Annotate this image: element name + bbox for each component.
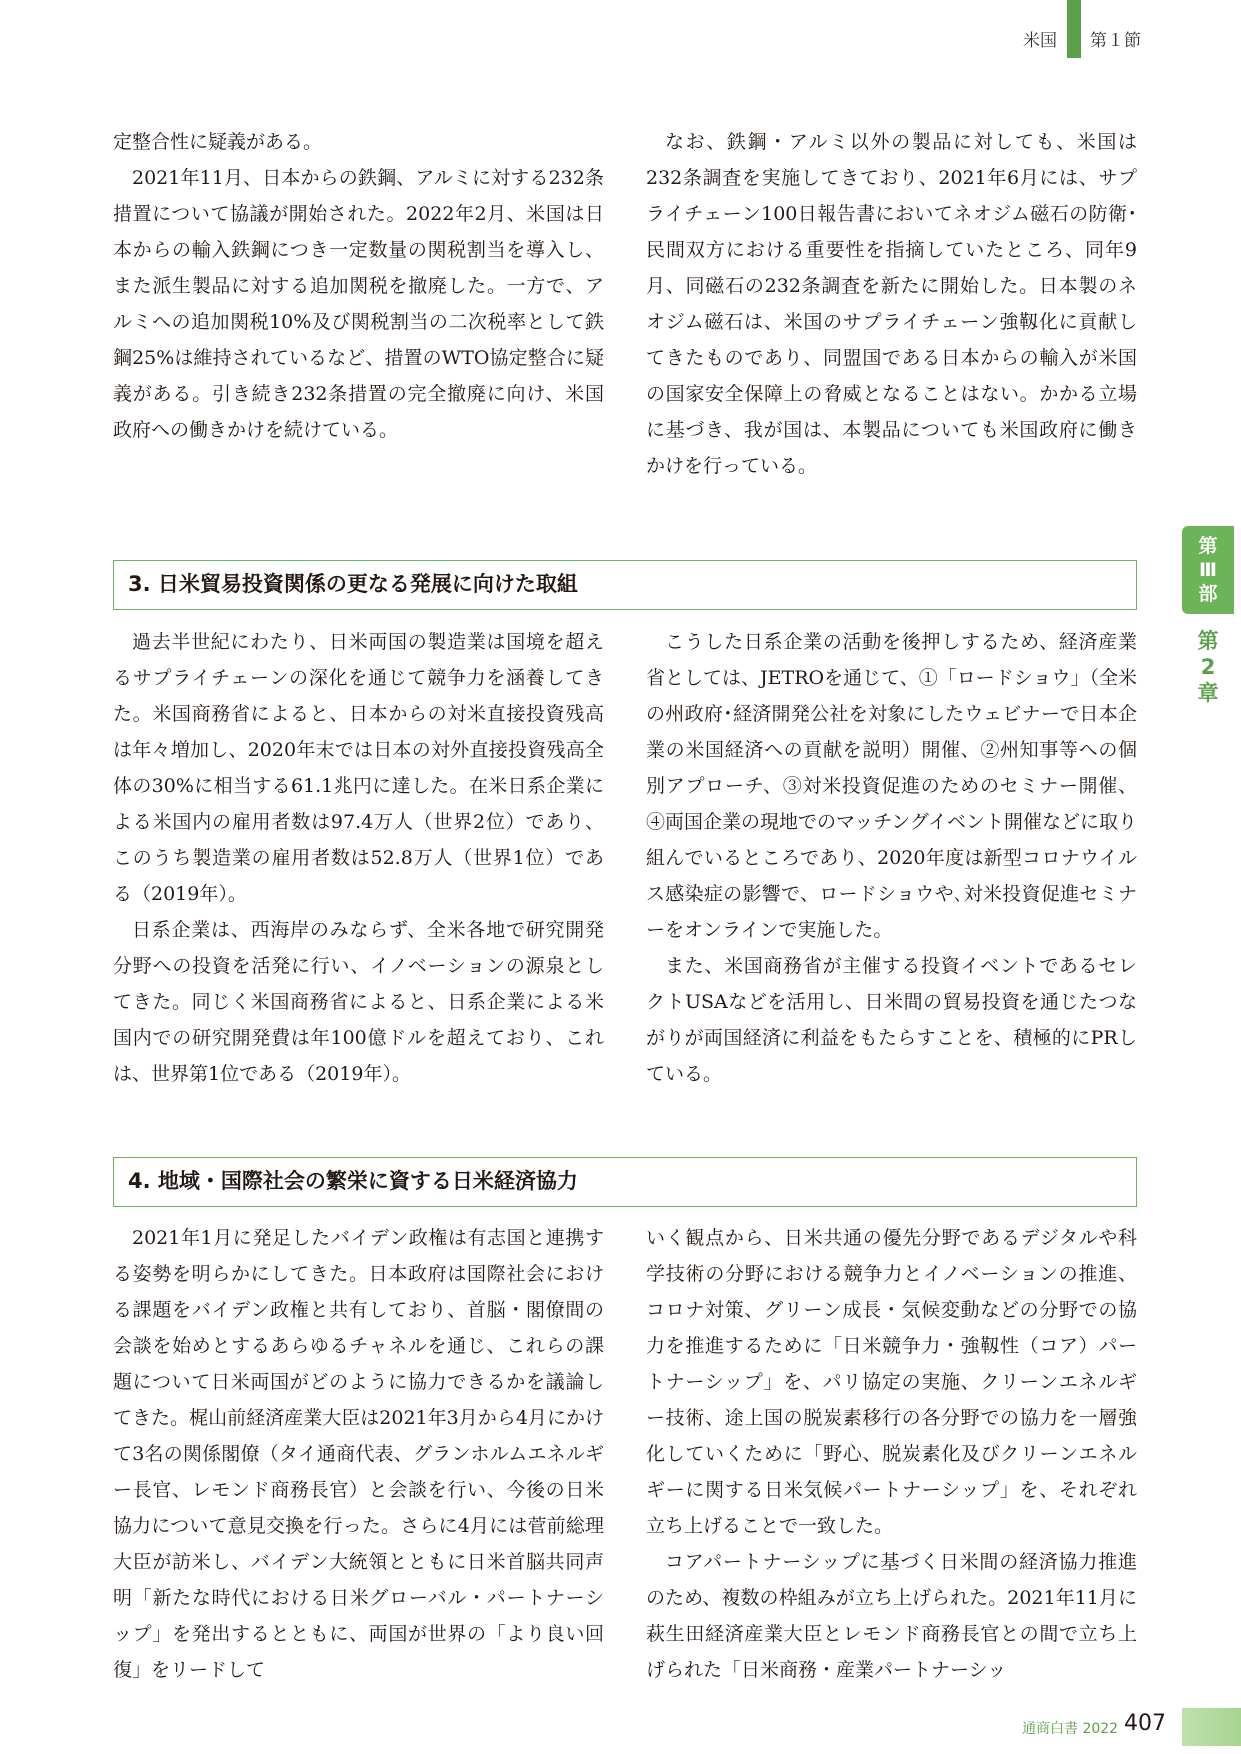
chapter-label-char: 章 <box>1197 681 1219 705</box>
section4-left-column <box>113 1220 604 1688</box>
part-tab-char: 第 <box>1198 535 1218 557</box>
chapter-label <box>1182 628 1234 706</box>
paragraph: 定整合性に疑義がある。 <box>113 131 323 153</box>
paragraph: なお、鉄鋼・アルミ以外の製品に対しても、米国は232条調査を実施してきており、2021年6月には、サプライチェーン100日報告書においてネオジム磁石の防衛･民間双方における重要性を指摘していたところ、同年9月、同磁石の232条調査を新たに開始した。日本製のネオジム磁石は、米国のサプライチェーン強靱化に貢献してきたものであり、同盟国である日本からの輸入が米国の国家安全保障上の脅威となることはない。かかる立場に基づき、我が国は、本製品についても米国政府に働きかけを行っている。 <box>646 131 1137 477</box>
block1-right-column <box>646 124 1137 484</box>
section4-heading: 4. 地域・国際社会の繁栄に資する日米経済協力 <box>113 1157 1137 1207</box>
footer-accent-bar <box>1182 1708 1241 1746</box>
block1-left-column <box>113 124 604 448</box>
footer-publication-title: 通商白書 2022 <box>1022 1721 1119 1737</box>
paragraph: 2021年11月、日本からの鉄鋼、アルミに対する232条措置について協議が開始された。2022年2月、米国は日本からの輸入鉄鋼につき一定数量の関税割当を導入し、また派生製品に対する追加関税を撤廃した。一方で、アルミへの追加関税10%及び関税割当の二次税率として鉄鋼25%は維持されているなど、措置のWTO協定整合に疑義がある。引き続き232条措置の完全撤廃に向け、米国政府への働きかけを続けている。 <box>113 167 604 441</box>
paragraph: 日系企業は、西海岸のみならず、全米各地で研究開発分野への投資を活発に行い、イノベーションの源泉としてきた。同じく米国商務省によると、日系企業による米国内での研究開発費は年100億ドルを超えており、これは、世界第1位である（2019年）。 <box>113 919 604 1085</box>
header-section: 第１節 <box>1090 31 1141 51</box>
page-number: 407 <box>1124 1711 1166 1736</box>
part-tab-char: Ⅲ <box>1199 559 1217 581</box>
section3-heading: 3. 日米貿易投資関係の更なる発展に向けた取組 <box>113 560 1137 610</box>
chapter-label-char: 第 <box>1197 629 1219 653</box>
header-country: 米国 <box>1023 31 1057 51</box>
paragraph: 2021年1月に発足したバイデン政権は有志国と連携する姿勢を明らかにしてきた。日本政府は国際社会における課題をバイデン政権と共有しており、首脳・閣僚間の会談を始めとするあらゆるチャネルを通じ、これらの課題について日米両国がどのように協力できるかを議論してきた。梶山前経済産業大臣は2021年3月から4月にかけて3名の関係閣僚（タイ通商代表、グランホルムエネルギー長官、レモンド商務長官）と会談を行い、今後の日米協力について意見交換を行った。さらに4月には菅前総理大臣が訪米し、バイデン大統領とともに日米首脳共同声明「新たな時代における日米グローバル・パートナーシップ」を発出するとともに、両国が世界の「より良い回復」をリードして <box>113 1227 604 1681</box>
part-tab-char: 部 <box>1198 583 1218 605</box>
section3-right-column <box>646 624 1137 1092</box>
paragraph: いく観点から、日米共通の優先分野であるデジタルや科学技術の分野における競争力とイノベーションの推進、コロナ対策、グリーン成長・気候変動などの分野での協力を推進するために「日米競争力・強靱性（コア）パートナーシップ」を、パリ協定の実施、クリーンエネルギー技術、途上国の脱炭素移行の各分野での協力を一層強化していくために「野心、脱炭素化及びクリーンエネルギーに関する日米気候パートナーシップ」を、それぞれ立ち上げることで一致した。 <box>646 1227 1137 1537</box>
paragraph: 過去半世紀にわたり、日米両国の製造業は国境を超えるサプライチェーンの深化を通じて競争力を涵養してきた。米国商務省によると、日本からの対米直接投資残高は年々増加し、2020年末では日本の対外直接投資残高全体の30%に相当する61.1兆円に達した。在米日系企業による米国内の雇用者数は97.4万人（世界2位）であり、このうち製造業の雇用者数は52.8万人（世界1位）である（2019年）。 <box>113 631 604 905</box>
part-tab <box>1182 526 1234 614</box>
section4-right-column <box>646 1220 1137 1688</box>
paragraph: コアパートナーシップに基づく日米間の経済協力推進のため、複数の枠組みが立ち上げられた。2021年11月に萩生田経済産業大臣とレモンド商務長官との間で立ち上げられた「日米商務・産業パートナーシッ <box>646 1551 1137 1681</box>
paragraph: こうした日系企業の活動を後押しするため、経済産業省としては、JETROを通じて、①「ロードショウ」（全米の州政府･経済開発公社を対象にしたウェビナーで日本企業の米国経済への貢献を説明）開催、②州知事等への個別アプローチ、③対米投資促進のためのセミナー開催、④両国企業の現地でのマッチングイベント開催などに取り組んでいるところであり、2020年度は新型コロナウイルス感染症の影響で、ロードショウや､対米投資促進セミナーをオンラインで実施した。 <box>646 631 1137 941</box>
chapter-label-char: 2 <box>1200 655 1216 679</box>
header-divider-bar <box>1067 0 1081 58</box>
paragraph: また、米国商務省が主催する投資イベントであるセレクトUSAなどを活用し、日米間の貿易投資を通じたつながりが両国経済に利益をもたらすことを、積極的にPRしている。 <box>646 955 1137 1085</box>
section3-left-column <box>113 624 604 1092</box>
